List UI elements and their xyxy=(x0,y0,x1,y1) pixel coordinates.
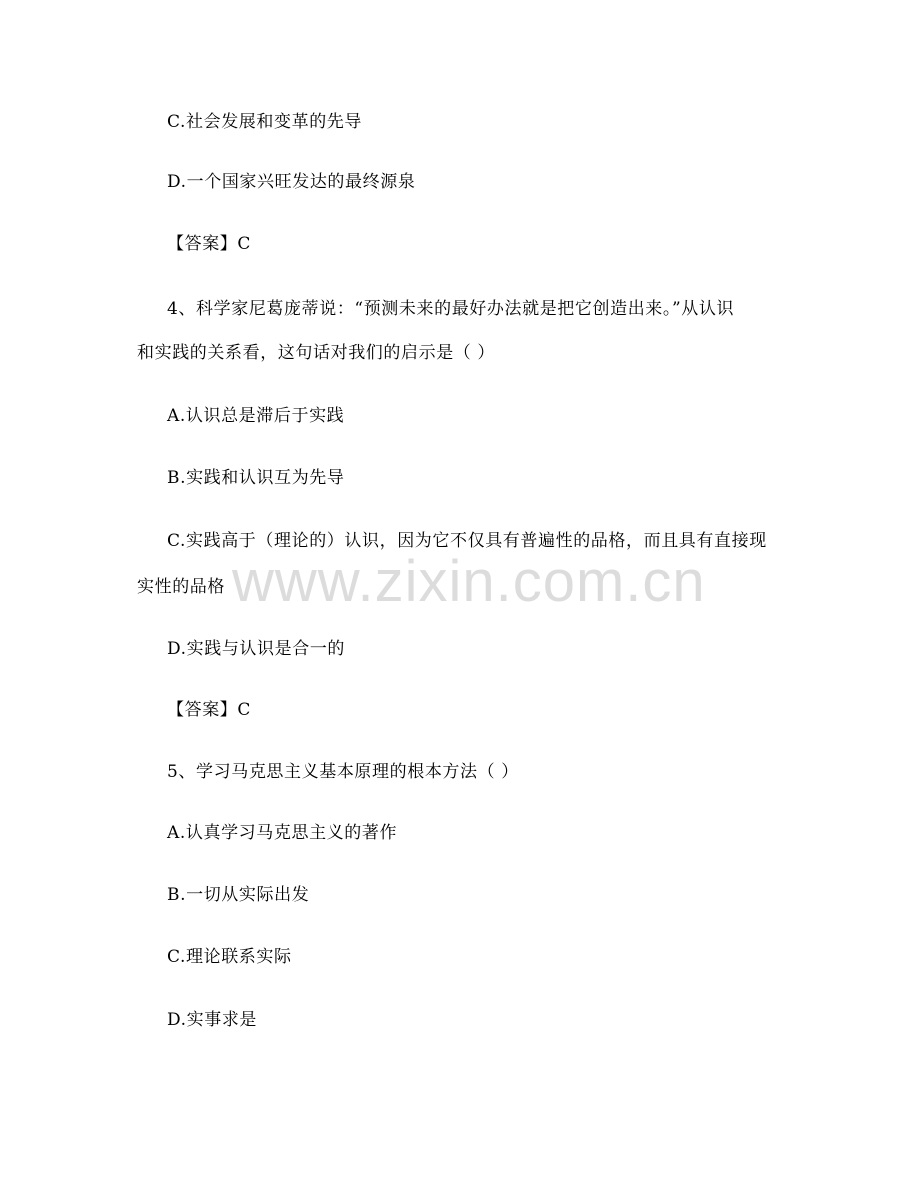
q4-option-b: B.实践和认识互为先导 xyxy=(167,468,345,488)
q5-option-d: D.实事求是 xyxy=(167,1010,258,1030)
q4-option-a: A.认识总是滞后于实践 xyxy=(167,406,345,426)
q3-option-d: D.一个国家兴旺发达的最终源泉 xyxy=(167,172,416,192)
watermark: www.zixin.com.cn xyxy=(232,549,706,614)
q5-option-a: A.认真学习马克思主义的著作 xyxy=(167,823,398,843)
q4-stem-line-2: 和实践的关系看，这句话对我们的启示是（ ） xyxy=(137,343,496,363)
q4-option-c-line-2: 实性的品格 xyxy=(137,577,225,597)
q4-option-d: D.实践与认识是合一的 xyxy=(167,639,346,659)
q3-option-c: C.社会发展和变革的先导 xyxy=(167,112,363,132)
q5-option-b: B.一切从实际出发 xyxy=(167,885,310,905)
q5-stem: 5、学习马克思主义基本原理的根本方法（ ） xyxy=(167,762,519,782)
q4-answer: 【答案】C xyxy=(167,700,252,720)
q3-answer: 【答案】C xyxy=(167,234,252,254)
q4-option-c-line-1: C.实践高于（理论的）认识，因为它不仅具有普遍性的品格，而且具有直接现 xyxy=(167,531,767,551)
q4-stem-line-1: 4、科学家尼葛庞蒂说：“预测未来的最好办法就是把它创造出来。”从认识 xyxy=(167,299,735,319)
q5-option-c: C.理论联系实际 xyxy=(167,947,292,967)
